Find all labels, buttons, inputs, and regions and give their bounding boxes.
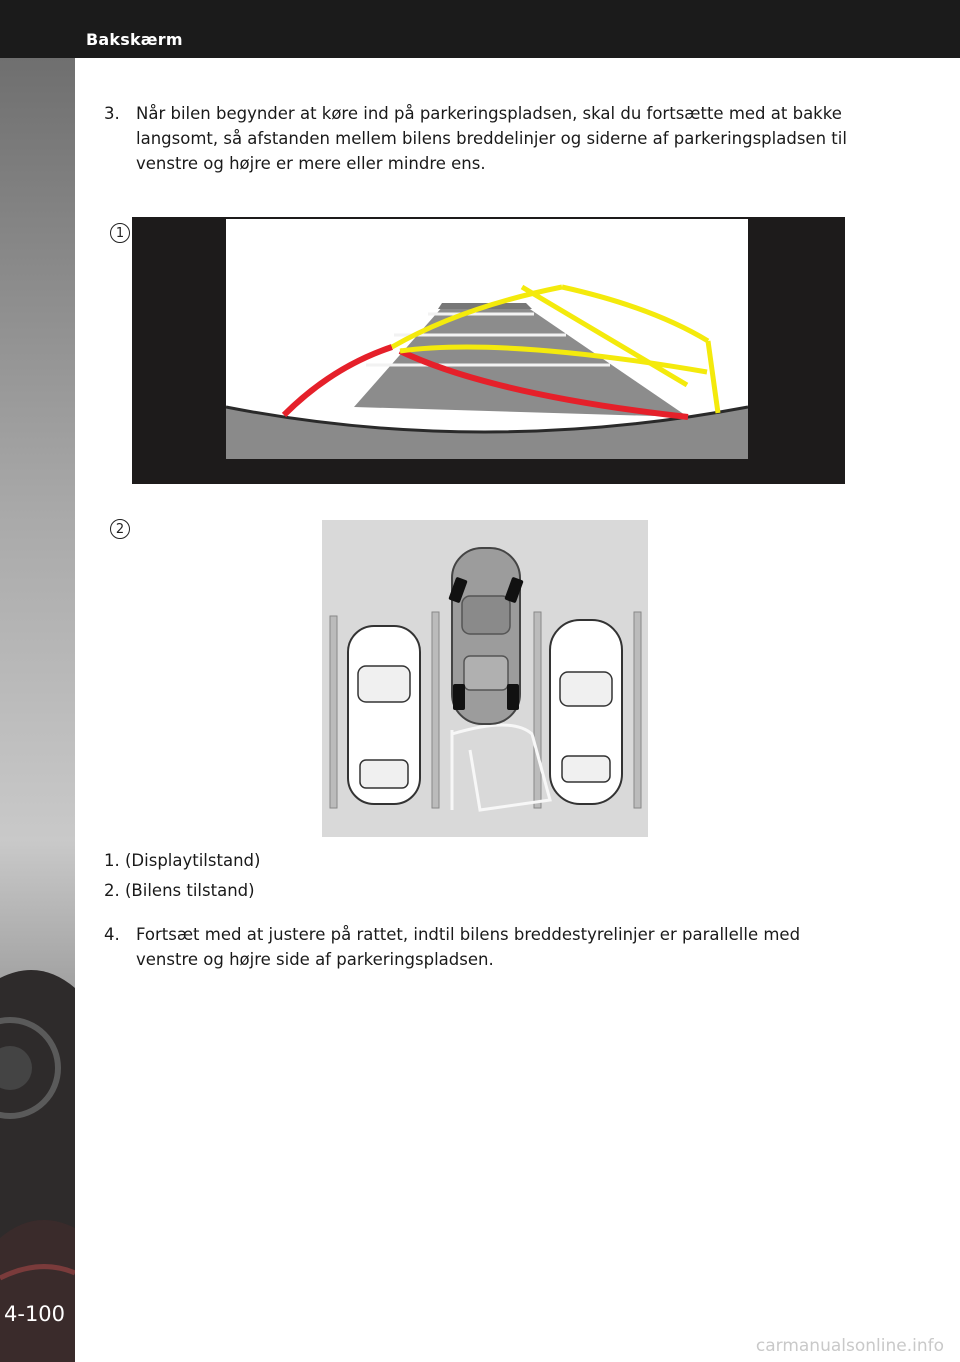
reversing-car [448, 548, 523, 724]
figure-1-badge: 1 [110, 223, 130, 243]
side-decor-strip [0, 58, 75, 1362]
page-number: 4-100 [4, 1302, 66, 1326]
rear-left-wheel [453, 684, 465, 710]
step-4 [104, 922, 864, 972]
watermark: carmanualsonline.info [755, 1336, 944, 1356]
step-number: 4. [104, 925, 120, 944]
parked-car-left [348, 626, 420, 804]
rear-camera-display-figure [132, 217, 845, 484]
header-bar [0, 0, 960, 58]
step-text: Når bilen begynder at køre ind på parkeringspladsen, skal du fortsætte med at bakke langsomt, så afstanden mellem bilens breddelinjer og siderne af parkeringspladsen til venstre og højre er mere eller mindre ens. [136, 104, 847, 173]
legend-number: 2. [104, 881, 120, 900]
figure-2-badge: 2 [110, 519, 130, 539]
step-number: 3. [104, 104, 120, 123]
legend-item-1 [104, 848, 260, 873]
legend-number: 1. [104, 851, 120, 870]
step-3 [104, 101, 864, 176]
rear-right-wheel [507, 684, 519, 710]
step-text: Fortsæt med at justere på rattet, indtil bilens breddestyrelinjer er parallelle med venstre og højre side af parkeringspladsen. [136, 925, 801, 969]
legend-text: (Displaytilstand) [125, 851, 261, 870]
vehicle-state-figure [322, 520, 648, 837]
legend-text: (Bilens tilstand) [125, 881, 255, 900]
dashboard-photo-icon [0, 58, 75, 1362]
legend-item-2 [104, 878, 255, 903]
header-title: Bakskærm [86, 30, 183, 49]
parked-car-right [550, 620, 622, 804]
